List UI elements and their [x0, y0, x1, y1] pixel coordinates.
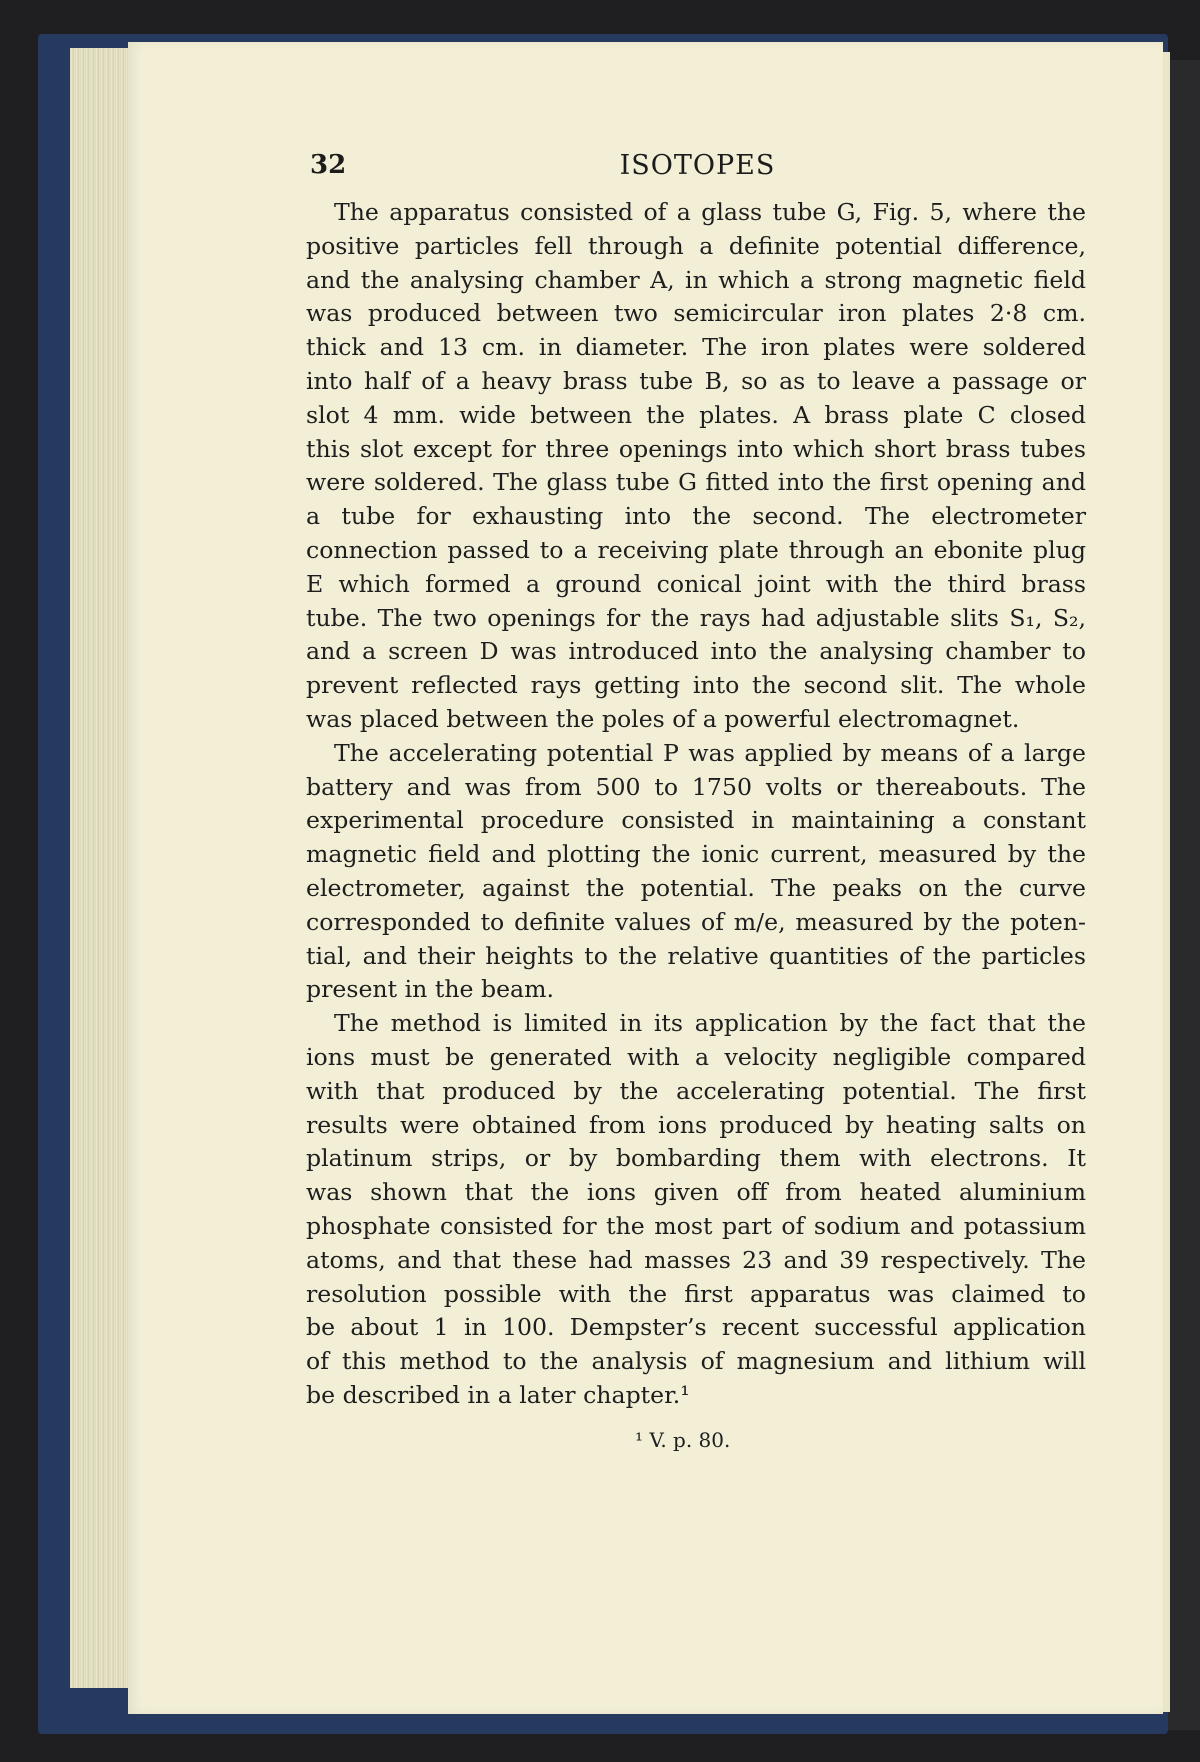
text-line: platinum strips, or by bombarding them with electrons. It	[306, 1144, 1086, 1173]
text-line: was placed between the poles of a powerful electromagnet.	[306, 704, 1020, 733]
text-line: experimental procedure consisted in maintaining a constant	[306, 806, 1086, 835]
running-head: ISOTOPES	[619, 150, 776, 181]
text-line: and a screen D was introduced into the analysing chamber to	[306, 637, 1086, 666]
footnote: ¹ V. p. 80.	[635, 1428, 731, 1452]
text-line: a tube for exhausting into the second. The electrometer	[306, 502, 1086, 531]
text-line: atoms, and that these had masses 23 and 39 respectively. The	[306, 1245, 1086, 1274]
text-line: magnetic field and plotting the ionic current, measured by the	[306, 840, 1086, 869]
text-line: prevent reflected rays getting into the second slit. The whole	[306, 671, 1086, 700]
text-line: positive particles fell through a definite potential difference,	[306, 231, 1086, 260]
text-line: ions must be generated with a velocity negligible compared	[306, 1042, 1086, 1071]
text-line: were soldered. The glass tube G fitted into the first opening and	[306, 468, 1086, 497]
text-line: be described in a later chapter.¹	[306, 1380, 690, 1409]
text-line: of this method to the analysis of magnesium and lithium will	[306, 1347, 1086, 1376]
text-line: electrometer, against the potential. The peaks on the curve	[306, 873, 1086, 902]
text-line: present in the beam.	[306, 975, 554, 1004]
text-line: phosphate consisted for the most part of sodium and potassium	[306, 1211, 1086, 1240]
text-line: was shown that the ions given off from heated aluminium	[306, 1178, 1086, 1207]
text-line: into half of a heavy brass tube B, so as to leave a passage or	[306, 366, 1086, 395]
text-line: tube. The two openings for the rays had adjustable slits S₁, S₂,	[306, 603, 1086, 632]
page-header	[310, 150, 1085, 190]
text-line: tial, and their heights to the relative quantities of the particles	[306, 941, 1086, 970]
text-line: thick and 13 cm. in diameter. The iron plates were soldered	[306, 333, 1086, 362]
paragraph	[306, 196, 1086, 737]
text-line: be about 1 in 100. Dempster’s recent successful application	[306, 1313, 1086, 1342]
paragraph	[306, 737, 1086, 1007]
background-right	[1168, 60, 1200, 1730]
text-line: results were obtained from ions produced by heating salts on	[306, 1110, 1086, 1139]
text-line: resolution possible with the first apparatus was claimed to	[306, 1279, 1086, 1308]
text-line: slot 4 mm. wide between the plates. A brass plate C closed	[306, 400, 1086, 429]
text-line: The accelerating potential P was applied by means of a large	[334, 738, 1086, 767]
text-line: battery and was from 500 to 1750 volts or thereabouts. The	[306, 772, 1086, 801]
page-number: 32	[310, 150, 347, 180]
body-text	[306, 196, 1086, 1413]
page-stack-edges	[70, 48, 132, 1688]
text-line: was produced between two semicircular iron plates 2·8 cm.	[306, 299, 1086, 328]
text-line: and the analysing chamber A, in which a strong magnetic field	[306, 265, 1086, 294]
text-line: The apparatus consisted of a glass tube G, Fig. 5, where the	[334, 198, 1086, 226]
text-line: The method is limited in its application by the fact that the	[334, 1009, 1086, 1038]
text-line: corresponded to definite values of m/e, measured by the poten-	[306, 907, 1086, 936]
paragraph	[306, 1007, 1086, 1413]
text-line: this slot except for three openings into which short brass tubes	[306, 434, 1086, 463]
text-line: connection passed to a receiving plate through an ebonite plug	[306, 535, 1086, 564]
text-line: E which formed a ground conical joint with the third brass	[306, 569, 1086, 598]
text-line: with that produced by the accelerating potential. The first	[306, 1076, 1086, 1105]
